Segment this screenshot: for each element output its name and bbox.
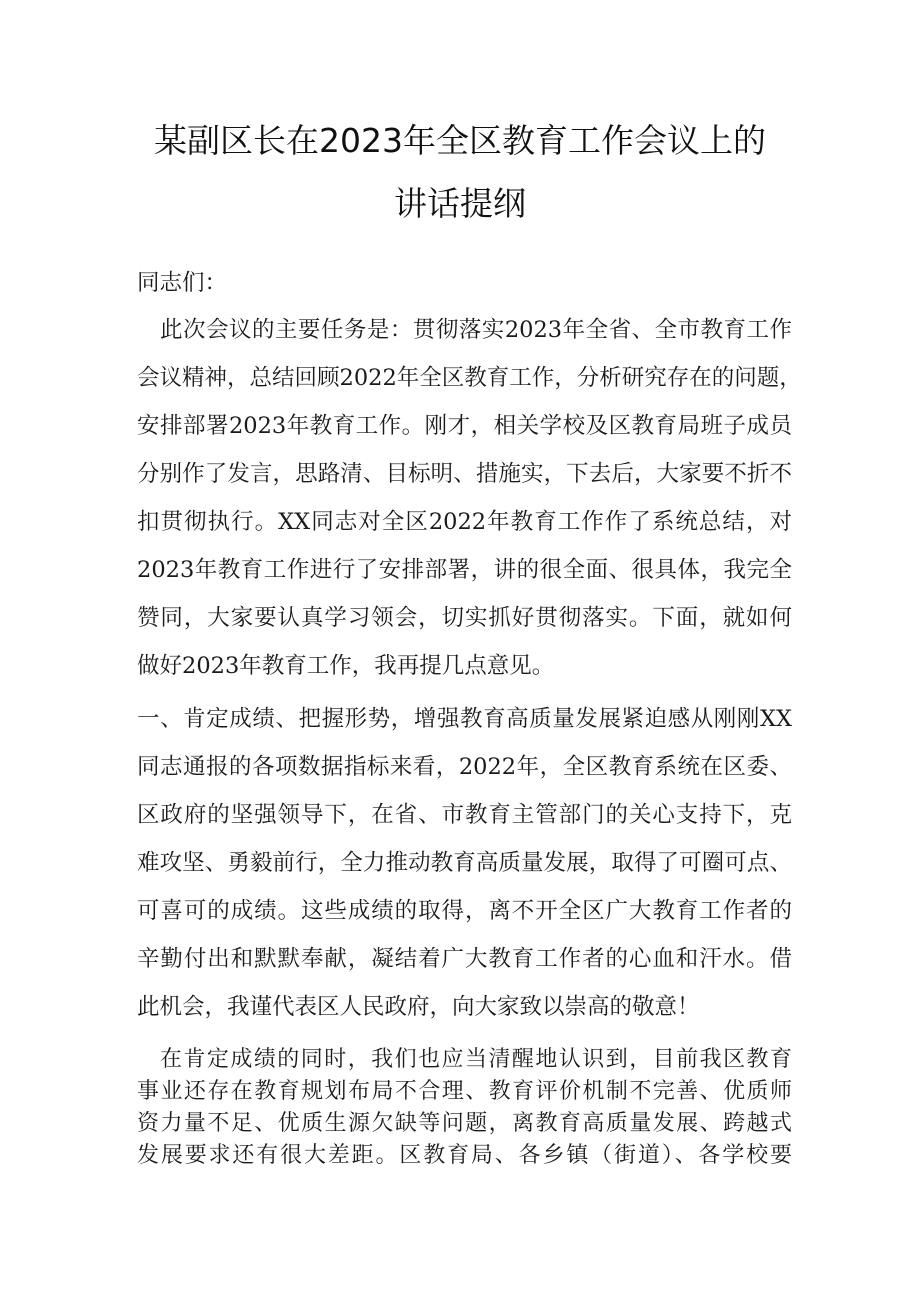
document-title-line-2: 讲话提纲 — [394, 184, 526, 223]
paragraph-line: 会议精神，总结回顾2022年全区教育工作，分析研究存在的问题， — [137, 365, 802, 391]
paragraph-line: 2023年教育工作进行了安排部署，讲的很全面、很具体，我完全 — [137, 557, 792, 583]
document-title-line-1: 某副区长在2023年全区教育工作会议上的 — [154, 121, 766, 160]
paragraph-line: 事业还存在教育规划布局不合理、教育评价机制不完善、优质师 — [137, 1079, 792, 1104]
paragraph-line: 赞同，大家要认真学习领会，切实抓好贯彻落实。下面，就如何 — [137, 605, 792, 631]
paragraph-line: 辛勤付出和默默奉献，凝结着广大教育工作者的心血和汗水。借 — [137, 946, 792, 972]
paragraph-line: 发展要求还有很大差距。区教育局、各乡镇（街道）、各学校要 — [137, 1143, 792, 1168]
paragraph-line: 可喜可的成绩。这些成绩的取得，离不开全区广大教育工作者的 — [137, 898, 792, 924]
paragraph-line: 扣贯彻执行。XX同志对全区2022年教育工作作了系统总结，对 — [137, 509, 792, 535]
salutation: 同志们： — [137, 270, 228, 296]
paragraph-line: 难攻坚、勇毅前行，全力推动教育高质量发展，取得了可圈可点、 — [137, 850, 792, 876]
paragraph-line: 在肯定成绩的同时，我们也应当清醒地认识到，目前我区教育 — [160, 1047, 792, 1072]
paragraph-line: 此机会，我谨代表区人民政府，向大家致以崇高的敬意！ — [137, 994, 700, 1020]
section-heading-line: 一、肯定成绩、把握形势，增强教育高质量发展紧迫感从刚刚XX — [137, 706, 792, 732]
paragraph-line: 分别作了发言，思路清、目标明、措施实，下去后，大家要不折不 — [137, 461, 792, 487]
paragraph-line: 做好2023年教育工作，我再提几点意见。 — [137, 653, 555, 679]
paragraph-line: 资力量不足、优质生源欠缺等问题，离教育高质量发展、跨越式 — [137, 1111, 792, 1136]
paragraph-line: 安排部署2023年教育工作。刚才，相关学校及区教育局班子成员 — [137, 413, 792, 439]
paragraph-line: 区政府的坚强领导下，在省、市教育主管部门的关心支持下，克 — [137, 802, 792, 828]
paragraph-line: 同志通报的各项数据指标来看，2022年，全区教育系统在区委、 — [137, 754, 792, 780]
paragraph-line: 此次会议的主要任务是：贯彻落实2023年全省、全市教育工作 — [160, 317, 792, 343]
